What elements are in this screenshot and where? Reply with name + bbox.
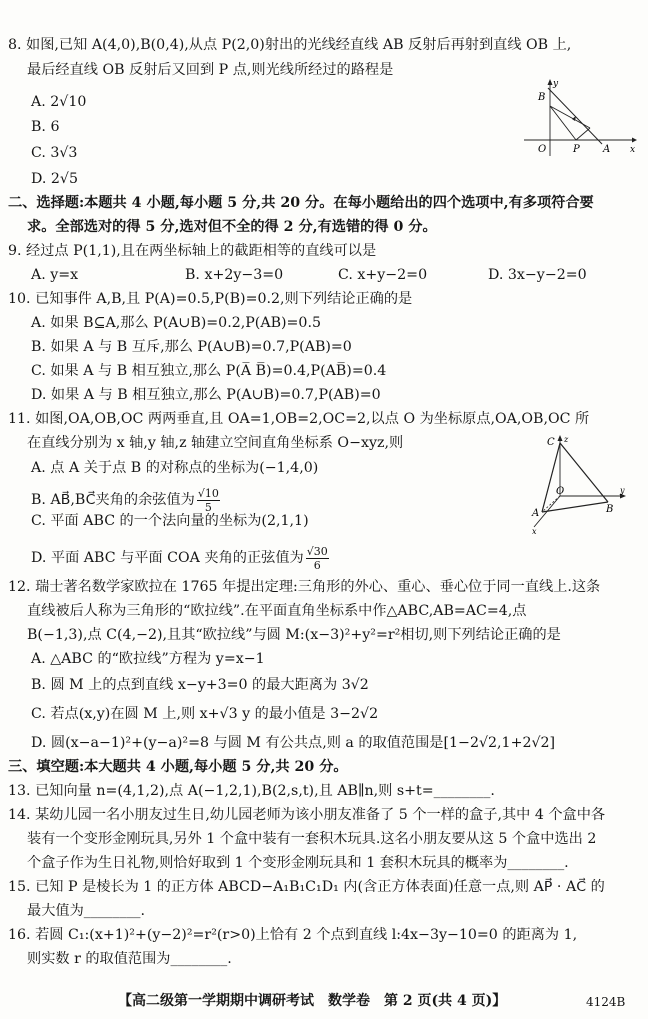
page-footer: 【高二级第一学期期中调研考试 数学卷 第 2 页(共 4 页)】: [118, 993, 507, 1009]
q9-option-b: B. x+2y−3=0: [185, 267, 284, 283]
q12-option-b: B. 圆 M 上的点到直线 x−y+3=0 的最大距离为 3√2: [31, 677, 369, 693]
q9-option-d: D. 3x−y−2=0: [488, 267, 587, 283]
q15-stem-line2: 最大值为________.: [27, 903, 146, 919]
q14-stem-line3: 个盒子作为生日礼物,则恰好取到 1 个变形金刚玩具和 1 套积木玩具的概率为________.: [27, 855, 569, 871]
q11-option-b-fraction: [197, 488, 220, 513]
q8-ray-pq: [576, 128, 590, 140]
q8-ray-rp: [550, 106, 576, 140]
q11-stem-line2: 在直线分别为 x 轴,y 轴,z 轴建立空间直角坐标系 O−xyz,则: [27, 435, 404, 451]
q11-label-x: x: [532, 527, 537, 536]
paper-code: 4124B: [586, 995, 626, 1009]
q11-edge-cb: [560, 443, 608, 502]
q10-option-a: A. 如果 B⊆A,那么 P(A∪B)=0.2,P(AB)=0.5: [31, 315, 321, 331]
q8-label-b: B: [538, 92, 546, 103]
q11-option-d-denominator: 6: [313, 559, 321, 572]
q12-stem-line1: 12. 瑞士著名数学家欧拉在 1765 年提出定理:三角形的外心、重心、垂心位于同一直线上.这条: [8, 579, 601, 595]
q11-option-b-text: B. AB⃗,BC⃗夹角的余弦值为: [31, 492, 195, 509]
q15-stem-line1: 15. 已知 P 是棱长为 1 的正方体 ABCD−A₁B₁C₁D₁ 内(含正方体表面)任意一点,则 AP⃗ · AC⃗ 的: [8, 879, 605, 895]
q8-label-y: y: [553, 79, 559, 89]
q10-option-b: B. 如果 A 与 B 互斥,那么 P(A∪B)=0.7,P(AB)=0: [31, 339, 352, 355]
q11-option-d-text: D. 平面 ABC 与平面 COA 夹角的正弦值为: [31, 550, 304, 567]
q12-stem-line2: 直线被后人称为三角形的“欧拉线”.在平面直角坐标系中作△ABC,AB=AC=4,点: [27, 603, 527, 619]
q8-option-d: D. 2√5: [31, 171, 78, 187]
q11-z-arrow-icon: [558, 435, 563, 441]
q11-option-d: [31, 546, 329, 571]
q8-option-a: A. 2√10: [31, 94, 87, 110]
q14-stem-line2: 装有一个变形金刚玩具,另外 1 个盒中装有一套积木玩具.这名小朋友要从这 5 个盒中选出 2: [27, 831, 597, 847]
q8-stem-line1: 8. 如图,已知 A(4,0),B(0,4),从点 P(2,0)射出的光线经直线 AB 反射后再射到直线 OB 上,: [8, 37, 572, 53]
q8-stem-line2: 最后经直线 OB 反射后又回到 P 点,则光线所经过的路程是: [27, 62, 394, 78]
q13-stem: 13. 已知向量 n=(4,1,2),点 A(−1,2,1),B(2,s,t),且 AB∥n,则 s+t=________.: [8, 783, 495, 799]
section2-heading-line2: 求。全部选对的得 5 分,选对但不全的得 2 分,有选错的得 0 分。: [27, 219, 437, 235]
q8-label-a: A: [603, 144, 611, 155]
q11-option-b-denominator: 5: [204, 501, 212, 514]
q8-option-c: C. 3√3: [31, 145, 78, 161]
q11-label-c: C: [547, 437, 555, 448]
q16-stem-line2: 则实数 r 的取值范围为________.: [27, 951, 232, 967]
q16-stem-line1: 16. 若圆 C₁:(x+1)²+(y−2)²=r²(r>0)上恰有 2 个点到直线 l:4x−3y−10=0 的距离为 1,: [8, 927, 578, 943]
q11-option-b: [31, 488, 220, 513]
q11-figure: [520, 432, 630, 537]
q11-label-z: z: [564, 435, 569, 444]
q11-stem-line1: 11. 如图,OA,OB,OC 两两垂直,且 OA=1,OB=2,OC=2,以点 O 为坐标原点,OA,OB,OC 所: [8, 411, 590, 427]
q8-option-b: B. 6: [31, 119, 60, 135]
q11-label-o: O: [556, 486, 565, 497]
q11-option-d-numerator: √30: [306, 545, 328, 558]
q9-option-c: C. x+y−2=0: [338, 267, 428, 283]
q11-label-a: A: [532, 508, 540, 519]
section2-heading-line1: 二、选择题:本题共 4 小题,每小题 5 分,共 20 分。在每小题给出的四个选项中,有多项符合要: [8, 195, 594, 211]
q12-option-d: D. 圆(x−a−1)²+(y−a)²=8 与圆 M 有公共点,则 a 的取值范围是[1−2√2,1+2√2]: [31, 735, 556, 751]
q12-option-a: A. △ABC 的“欧拉线”方程为 y=x−1: [31, 651, 265, 667]
q11-edge-ab: [542, 502, 608, 512]
q9-stem: 9. 经过点 P(1,1),且在两坐标轴上的截距相等的直线可以是: [8, 243, 377, 259]
q11-option-c: C. 平面 ABC 的一个法向量的坐标为(2,1,1): [31, 513, 309, 529]
q8-line-ab: [548, 88, 602, 144]
q8-label-p: P: [573, 144, 580, 155]
q8-label-x: x: [630, 145, 636, 155]
q8-ray-qr: [550, 106, 590, 128]
q11-edge-ca: [542, 443, 560, 512]
q10-option-d: D. 如果 A 与 B 相互独立,那么 P(A∪B)=0.7,P(AB)=0: [31, 387, 381, 403]
q8-y-arrow-icon: [548, 79, 553, 85]
q9-option-a: A. y=x: [31, 267, 79, 283]
q12-stem-line3: B(−1,3),点 C(4,−2),且其“欧拉线”与圆 M:(x−3)²+y²=r²相切,则下列结论正确的是: [27, 627, 561, 643]
section3-heading: 三、填空题:本大题共 4 小题,每小题 5 分,共 20 分。: [8, 759, 348, 775]
q11-label-b: B: [606, 504, 614, 515]
q8-x-arrow-icon: [632, 138, 637, 143]
q11-label-y: y: [620, 486, 625, 495]
q11-option-b-numerator: √10: [197, 487, 219, 500]
q10-option-c: C. 如果 A 与 B 相互独立,那么 P(A̅ B̅)=0.4,P(AB̅)=0.4: [31, 363, 387, 379]
q14-stem-line1: 14. 某幼儿园一名小朋友过生日,幼儿园老师为该小朋友准备了 5 个一样的盒子,其中 4 个盒中各: [8, 807, 606, 823]
q12-option-c: C. 若点(x,y)在圆 M 上,则 x+√3 y 的最小值是 3−2√2: [31, 706, 379, 722]
q8-figure: [520, 76, 638, 158]
q11-option-d-fraction: [306, 546, 329, 571]
q11-option-a: A. 点 A 关于点 B 的对称点的坐标为(−1,4,0): [31, 460, 319, 476]
q8-label-o: O: [538, 144, 547, 155]
q10-stem: 10. 已知事件 A,B,且 P(A)=0.5,P(B)=0.2,则下列结论正确的是: [8, 291, 413, 307]
